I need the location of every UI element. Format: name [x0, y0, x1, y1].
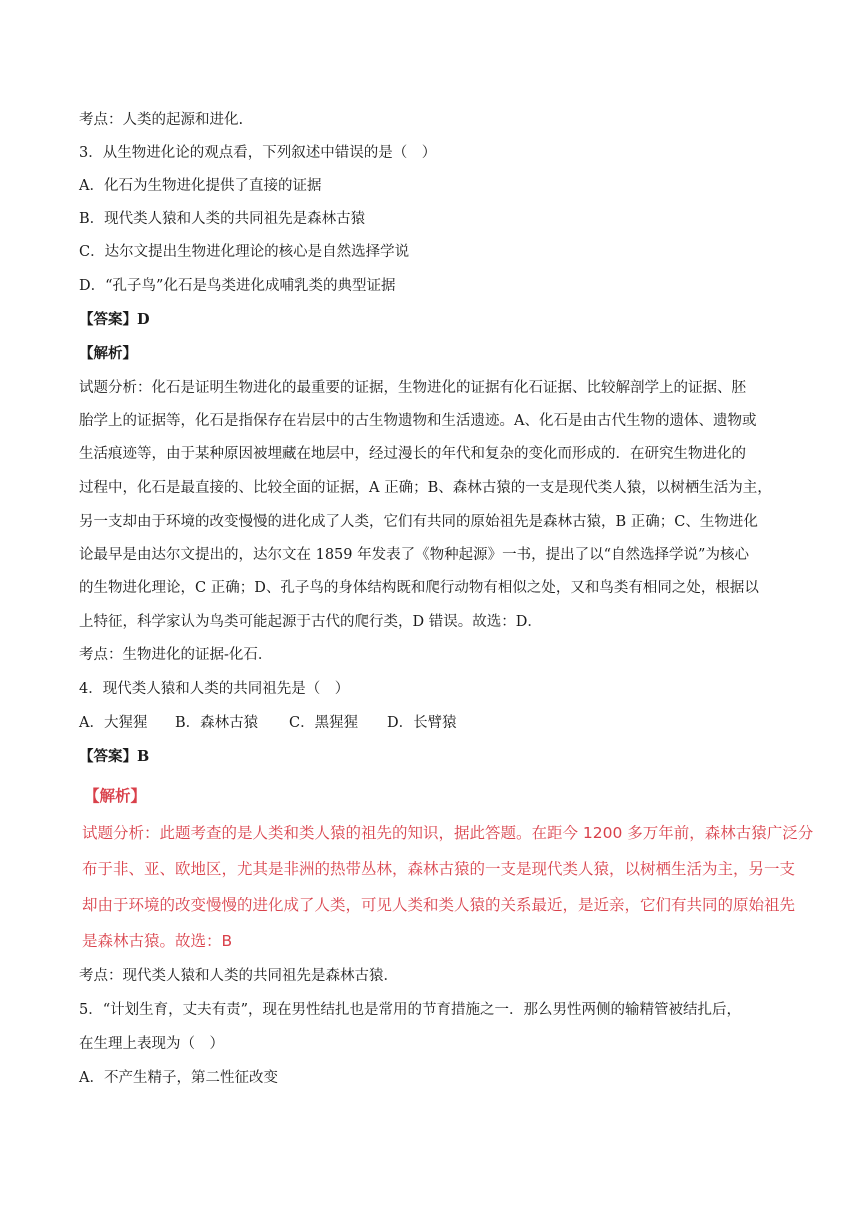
q3-analysis-line: 生活痕迹等，由于某种原因被埋藏在地层中，经过漫长的年代和复杂的变化而形成的．在研究生物进化的 [79, 446, 746, 462]
q3-analysis-line: 上特征，科学家认为鸟类可能起源于古代的爬行类，D 错误。故选：D． [79, 614, 542, 630]
q3-option-b: B．现代类人猿和人类的共同祖先是森林古猿 [79, 211, 366, 227]
q4-stem: 4．现代类人猿和人类的共同祖先是（ ） [79, 681, 350, 697]
q4-option-b: B．森林古猿 [175, 715, 259, 731]
q3-jiexi-label: 【解析】 [79, 345, 137, 362]
q3-analysis-line: 胎学上的证据等，化石是指保存在岩层中的古生物遗物和生活遗迹。A、化石是由古代生物的遗体、遗物或 [79, 413, 757, 429]
q4-answer: 【答案】B [79, 748, 150, 765]
q4-analysis-line: 却由于环境的改变慢慢的进化成了人类，可见人类和类人猿的关系最近，是近亲，它们有共同的原始祖先 [82, 896, 796, 914]
q4-option-c: C．黑猩猩 [289, 715, 359, 731]
q4-jiexi-label: 【解析】 [84, 787, 147, 805]
q4-analysis-line: 试题分析：此题考查的是人类和类人猿的祖先的知识，据此答题。在距今 1200 多万年前，森林古猿广泛分 [82, 824, 814, 842]
q4-analysis-line: 布于非、亚、欧地区，尤其是非洲的热带丛林，森林古猿的一支是现代类人猿，以树栖生活为主，另一支 [82, 860, 796, 878]
q5-stem-line: 5．“计划生育，丈夫有责”，现在男性结扎也是常用的节育措施之一．那么男性两侧的输精管被结扎后， [79, 1002, 742, 1018]
q4-option-a: A．大猩猩 [79, 715, 148, 731]
q3-option-c: C．达尔文提出生物进化理论的核心是自然选择学说 [79, 244, 410, 260]
q3-answer: 【答案】D [79, 311, 150, 328]
q5-option-a: A．不产生精子，第二性征改变 [79, 1070, 278, 1086]
q3-analysis-line: 的生物进化理论，C 正确；D、孔子鸟的身体结构既和爬行动物有相似之处，又和鸟类有相同之处，根据以 [79, 580, 759, 596]
q4-kaodian: 考点：现代类人猿和人类的共同祖先是森林古猿． [79, 968, 398, 984]
q4-analysis-line: 是森林古猿。故选：B [82, 932, 233, 950]
q3-analysis-line: 过程中，化石是最直接的、比较全面的证据，A 正确；B、森林古猿的一支是现代类人猿，以树栖生活为主， [79, 480, 772, 496]
q3-kaodian: 考点：生物进化的证据-化石． [79, 647, 273, 663]
q3-analysis-line: 另一支却由于环境的改变慢慢的进化成了人类，它们有共同的原始祖先是森林古猿，B 正确；C、生物进化 [79, 514, 758, 530]
q2-kaodian: 考点：人类的起源和进化. [79, 112, 244, 128]
q3-analysis-line: 试题分析：化石是证明生物进化的最重要的证据，生物进化的证据有化石证据、比较解剖学上的证据、胚 [79, 380, 746, 396]
q4-option-d: D．长臂猿 [387, 715, 457, 731]
q3-option-d: D．“孔子鸟”化石是鸟类进化成哺乳类的典型证据 [79, 278, 396, 294]
q3-stem: 3．从生物进化论的观点看，下列叙述中错误的是（ ） [79, 145, 437, 161]
q5-stem-line: 在生理上表现为（ ） [79, 1036, 224, 1052]
q3-option-a: A．化石为生物进化提供了直接的证据 [79, 178, 322, 194]
q3-analysis-line: 论最早是由达尔文提出的，达尔文在 1859 年发表了《物种起源》一书，提出了以“自然选择学说”为核心 [79, 547, 749, 563]
